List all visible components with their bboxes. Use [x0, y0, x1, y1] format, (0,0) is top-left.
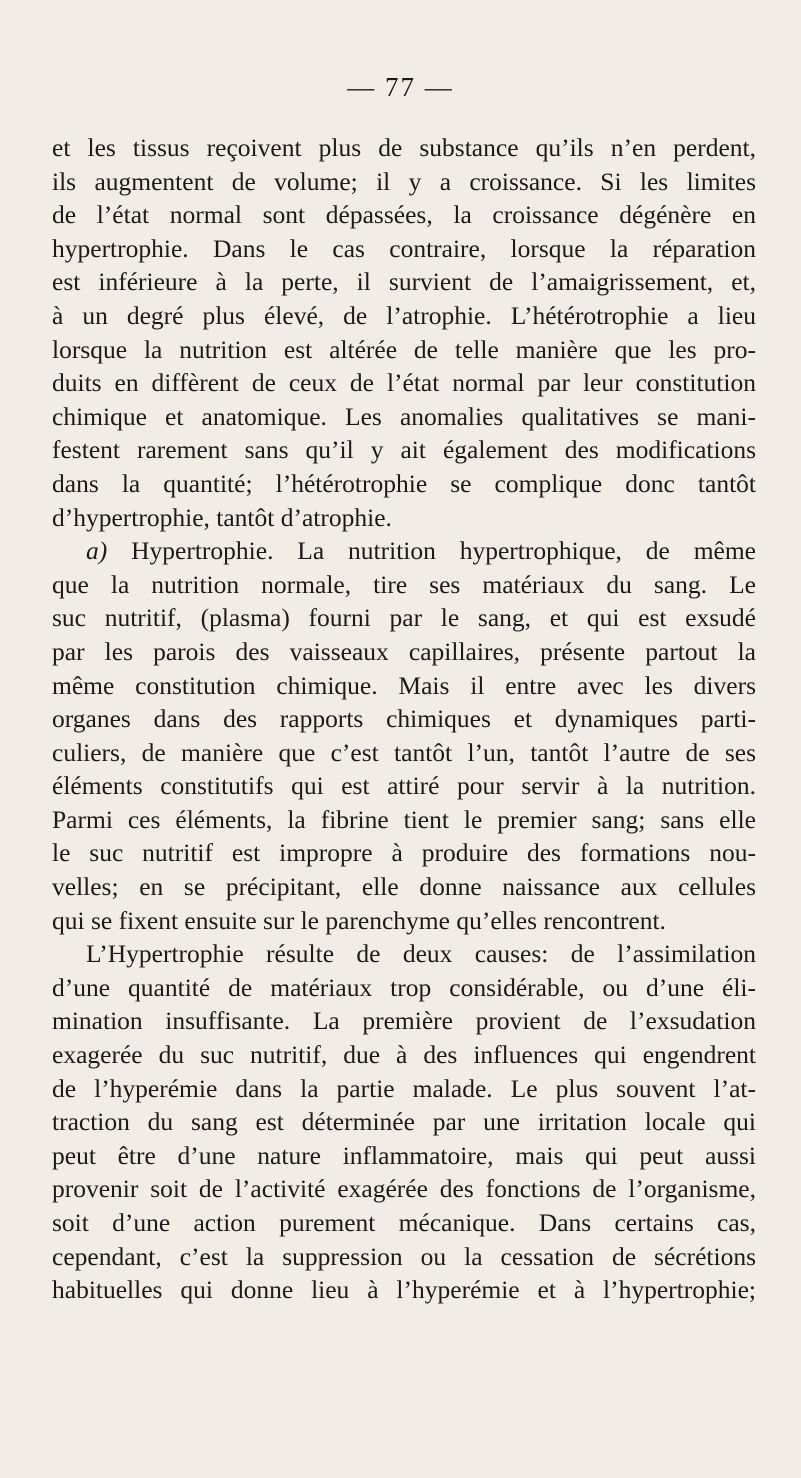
text-line: de l’état normal sont dépassées, la croissance dégénère en: [52, 200, 756, 230]
section-heading-line: [52, 534, 756, 568]
section-marker: a): [86, 536, 108, 566]
text-line: traction du sang est déterminée par une irritation locale qui: [52, 1107, 756, 1137]
text-line: d’hypertrophie, tantôt d’atrophie.: [52, 502, 392, 532]
text-line: festent rarement sans qu’il y ait également des modifications: [52, 435, 756, 465]
text-line: velles; en se précipitant, elle donne naissance aux cellules: [52, 872, 756, 902]
text-line: dans la quantité; l’hétérotrophie se complique donc tantôt: [52, 468, 756, 498]
text-line: suc nutritif, (plasma) fourni par le sang, et qui est exsudé: [52, 603, 756, 633]
text-line: mination insuffisante. La première provient de l’exsudation: [52, 1006, 756, 1036]
text-line: hypertrophie. Dans le cas contraire, lorsque la réparation: [52, 233, 756, 263]
text-line: habituelles qui donne lieu à l’hyperémie et à l’hypertrophie;: [52, 1275, 756, 1305]
text-line: peut être d’une nature inflammatoire, mais qui peut aussi: [52, 1140, 756, 1170]
page-number: — 77 —: [347, 72, 454, 102]
section-heading-text: Hypertrophie. La nutrition hypertrophique, de même: [131, 536, 756, 566]
text-line: éléments constitutifs qui est attiré pour servir à la nutrition.: [52, 771, 756, 801]
text-line: le suc nutritif est impropre à produire des formations nou-: [52, 838, 756, 868]
text-line: organes dans des rapports chimiques et dynamiques parti-: [52, 704, 756, 734]
text-line: que la nutrition normale, tire ses matériaux du sang. Le: [52, 569, 756, 599]
text-line: et les tissus reçoivent plus de substance qu’ils n’en perdent,: [52, 133, 756, 162]
text-line: provenir soit de l’activité exagérée des fonctions de l’organisme,: [52, 1174, 756, 1204]
text-line: à un degré plus élevé, de l’atrophie. L’hétérotrophie a lieu: [52, 300, 756, 330]
text-line: de l’hyperémie dans la partie malade. Le plus souvent l’at-: [52, 1073, 756, 1103]
text-line: exagerée du suc nutritif, due à des influences qui engendrent: [52, 1040, 756, 1070]
text-line: même constitution chimique. Mais il entre avec les divers: [52, 670, 756, 700]
text-line: qui se fixent ensuite sur le parenchyme qu’elles rencontrent.: [52, 905, 666, 935]
text-line: ils augmentent de volume; il y a croissance. Si les limites: [52, 166, 756, 196]
text-line: soit d’une action purement mécanique. Dans certains cas,: [52, 1208, 756, 1237]
text-line: duits en diffèrent de ceux de l’état normal par leur constitution: [52, 368, 756, 398]
text-line: Parmi ces éléments, la fibrine tient le premier sang; sans elle: [52, 804, 756, 834]
text-line: lorsque la nutrition est altérée de telle manière que les pro-: [52, 334, 756, 364]
text-line: d’une quantité de matériaux trop considérable, ou d’une éli-: [52, 972, 756, 1002]
text-line: cependant, c’est la suppression ou la cessation de sécrétions: [52, 1241, 756, 1271]
text-line: L’Hypertrophie résulte de deux causes: de l’assimilation: [86, 939, 756, 969]
text-line: chimique et anatomique. Les anomalies qualitatives se mani-: [52, 401, 756, 431]
text-line: par les parois des vaisseaux capillaires, présente partout la: [52, 636, 756, 666]
text-line: est inférieure à la perte, il survient de l’amaigrissement, et,: [52, 267, 756, 297]
text-line: culiers, de manière que c’est tantôt l’un, tantôt l’autre de ses: [52, 737, 756, 767]
body-text: [52, 131, 756, 1307]
